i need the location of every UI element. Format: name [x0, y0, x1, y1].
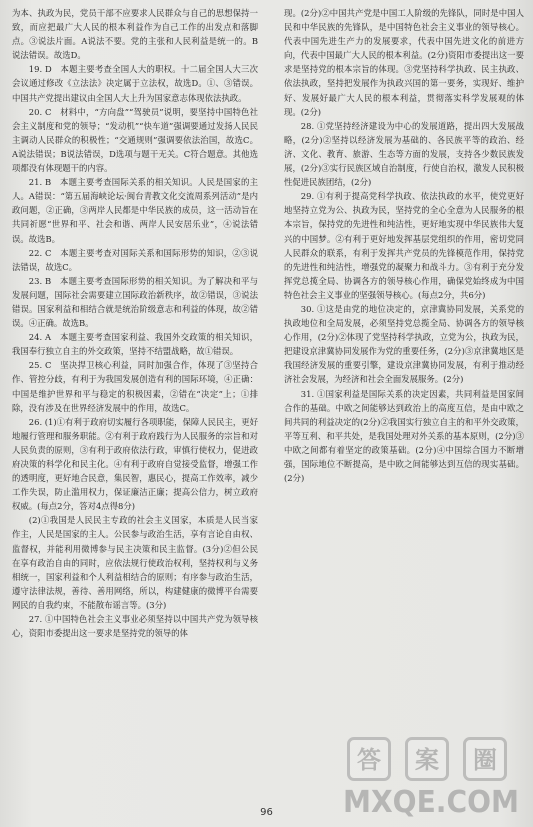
answer-29: 29. ①有利于提高党科学执政、依法执政的水平，使党更好地坚持立党为公、执政为民，坚持党的全心全意为人民服务的根本宗旨，保持党的先进性和纯洁性，更好地实现中华民族伟大复兴的中国梦。②有利于更好地发挥基层党组织的作用，密切党同人民群众的联系，有利于发挥共产党员的先锋模范作用，保持党的先进性和纯洁性，增强党的凝聚力和战斗力。③有利于充分发挥党总揽全局、协调各方的领导核心作用，确保党始终成为中国特色社会主义事业的坚强领导核心。(每点2分，共6分) [284, 191, 524, 300]
answer-24: 24. A 本题主要考查国家利益、我国外交政策的相关知识，我国奉行独立自主的外交政策，坚持不结盟战略，故①错误。 [12, 332, 258, 357]
answer-22: 22. C 本题主要考查对国际关系和国际形势的知识，②③说法错误，故选C。 [12, 247, 258, 272]
right-column [284, 6, 524, 554]
watermark-char-box-2 [405, 737, 449, 781]
svg-text:圈: 圈 [473, 746, 497, 774]
answer-26-part-2: (2)①我国是人民民主专政的社会主义国家，本质是人民当家作主，人民是国家的主人。公民参与政治生活，享有言论自由权、监督权，并能利用微博参与民主决策和民主监督。(3分)②但公民在享有政治自由的同时，应依法规行使政治权利，坚持权利与义务相统一，国家利益和个人利益相结合的原则；有序参与政治生活，遵守法律法规，善待、善用网络，所以，构建健康的微博平台需要网民的自我约束，不能散布谣言等。(3分) [12, 515, 258, 610]
watermark-logo [333, 733, 529, 825]
answer-25: 25. C 坚决捍卫核心利益，同时加强合作，体现了③坚持合作、管控分歧，有利于为我国发展创造有利的国际环境，④正确：中国是维护世界和平与稳定的积极因素，②错在“决定”上；①排除，没有涉及在世界经济发展中的作用，故选C。 [12, 360, 258, 413]
watermark-char-box-3 [463, 737, 507, 781]
answer-20: 20. C 材料中，“方向盘”“驾驶员”说明，要坚持中国特色社会主义制度和党的领导；“发动机”“快车道”强调要通过发扬人民民主调动人民群众的积极性；“交通规则”强调要依法治国，故选C。A说法错误；B说法错误，D选项与题干无关。C符合题意。其他选项都没有体现题干的内容。 [12, 106, 258, 174]
page-number: 96 [260, 807, 273, 818]
watermark-char-1 [350, 740, 388, 778]
answer-21: 21. B 本题主要考查国际关系的相关知识。人民是国家的主人。A错误：“第五届海峡论坛·闽台青教文化交流周系列活动”是内政问题，②正确，③两岸人民都是中华民族的成员，这一活动旨在共同祈愿“世界和平、社会和谐、两岸人民安居乐业”，④说法错误。故选B。 [12, 177, 258, 244]
left-column [12, 6, 258, 796]
answer-28: 28. ①党坚持经济建设为中心的发展道路，提出四大发展战略，(2分)②坚持以经济发展为基础的、各民族平等的政治、经济、文化、教育、旅游、生态等方面的发展，支持各少数民族发展，(2分)③实行民族区域自治制度，行使自治权，激发人民积极性促进民族团结，(2分) [284, 120, 524, 188]
left-paragraph-1: 为本、执政为民，党员干部不应要求人民群众与自己的思想保持一致，而应把最广大人民的根本利益作为自己工作的出发点和落脚点。③说法片面。A说法不要。党的主张和人民利益是统一的。B说法错误。故选D。 [12, 8, 258, 61]
answer-23: 23. B 本题主要考查国际形势的相关知识。为了解决和平与发展问题，国际社会需要建立国际政治新秩序，故②错误，③说法错误。国家利益和相结合就是统治阶级意志和利益的体现，故②错误。④正确。故选B。 [12, 275, 258, 329]
svg-text:答: 答 [357, 746, 381, 774]
answer-31: 31. ①国家利益是国际关系的决定因素，共同利益是国家间合作的基础。中欧之间能够达到政治上的高度互信，是由中欧之间共同的利益决定的(2分)②我国实行独立自主的和平外交政策，平等互利、和平共处，是我国处理对外关系的基本原则，(2分)③中欧之间都有着坚定的政策基础。(2分)④中国综合国力不断增强，国际地位不断提高，是中欧之间能够达到互信的现实基础。(2分) [284, 388, 524, 484]
svg-text:MXQE.COM: MXQE.COM [343, 785, 519, 819]
answer-19: 19. D 本题主要考查全国人大的职权。十二届全国人大三次会议通过修改《立法法》决定属于立法权，故选D。①、③错误。中国共产党提出建议由全国人大上升为国家意志体现依法执政。 [12, 64, 258, 103]
watermark-char-3 [466, 740, 504, 778]
answer-26-part-1: 26. (1)①有利于政府切实履行各项职能，保障人民民主，更好地履行管理和服务职能。②有利于政府践行为人民服务的宗旨和对人民负责的原则，③有利于政府依法行政，审慎行使权力，促进政府决策的科学化和民主化。④有利于政府自觉接受监督，增强工作的透明度，更好地合民意，集民智，惠民心，提高工作效率，减少工作失误，防止滥用权力，保证廉洁正廉；提高公信力，树立政府权威。(每点2分，答对4点得8分) [12, 416, 258, 512]
answer-27-start: 27. ①中国特色社会主义事业必须坚持以中国共产党为领导核心，资阳市委提出这一要求是坚持党的领导的体 [12, 614, 258, 639]
watermark-char-box-1 [347, 737, 391, 781]
watermark-char-2 [408, 740, 446, 778]
answer-30: 30. ①这是由党的地位决定的，京津冀协同发展，关系党的执政地位和全局发展，必须坚持党总揽全局、协调各方的领导核心作用，(2分)②体现了党坚持科学执政，立党为公，执政为民，把建设京津冀协同发展作为党的重要任务，(2分)③京津冀地区是我国经济发展的重要引擎，建设京津冀协同发展，有利于推动经济社会发展，为经济和社会全面发展服务。(2分) [284, 303, 524, 385]
answer-27-continued: 现。(2分)②中国共产党是中国工人阶级的先锋队，同时是中国人民和中华民族的先锋队，是中国特色社会主义事业的领导核心。代表中国先进生产力的发展要求，代表中国先进文化的前进方向，代表中国最广大人民的根本利益。(2分)资阳市委提出这一要求是坚持党的根本宗旨的体现。③党坚持科学执政、民主执政、依法执政，坚持把发展作为执政兴国的第一要务，实现好、维护好、发展好最广大人民的根本利益，贯彻落实科学发展观的体现。(2分) [284, 8, 524, 117]
watermark-url [341, 783, 521, 819]
svg-text:案: 案 [415, 746, 439, 774]
